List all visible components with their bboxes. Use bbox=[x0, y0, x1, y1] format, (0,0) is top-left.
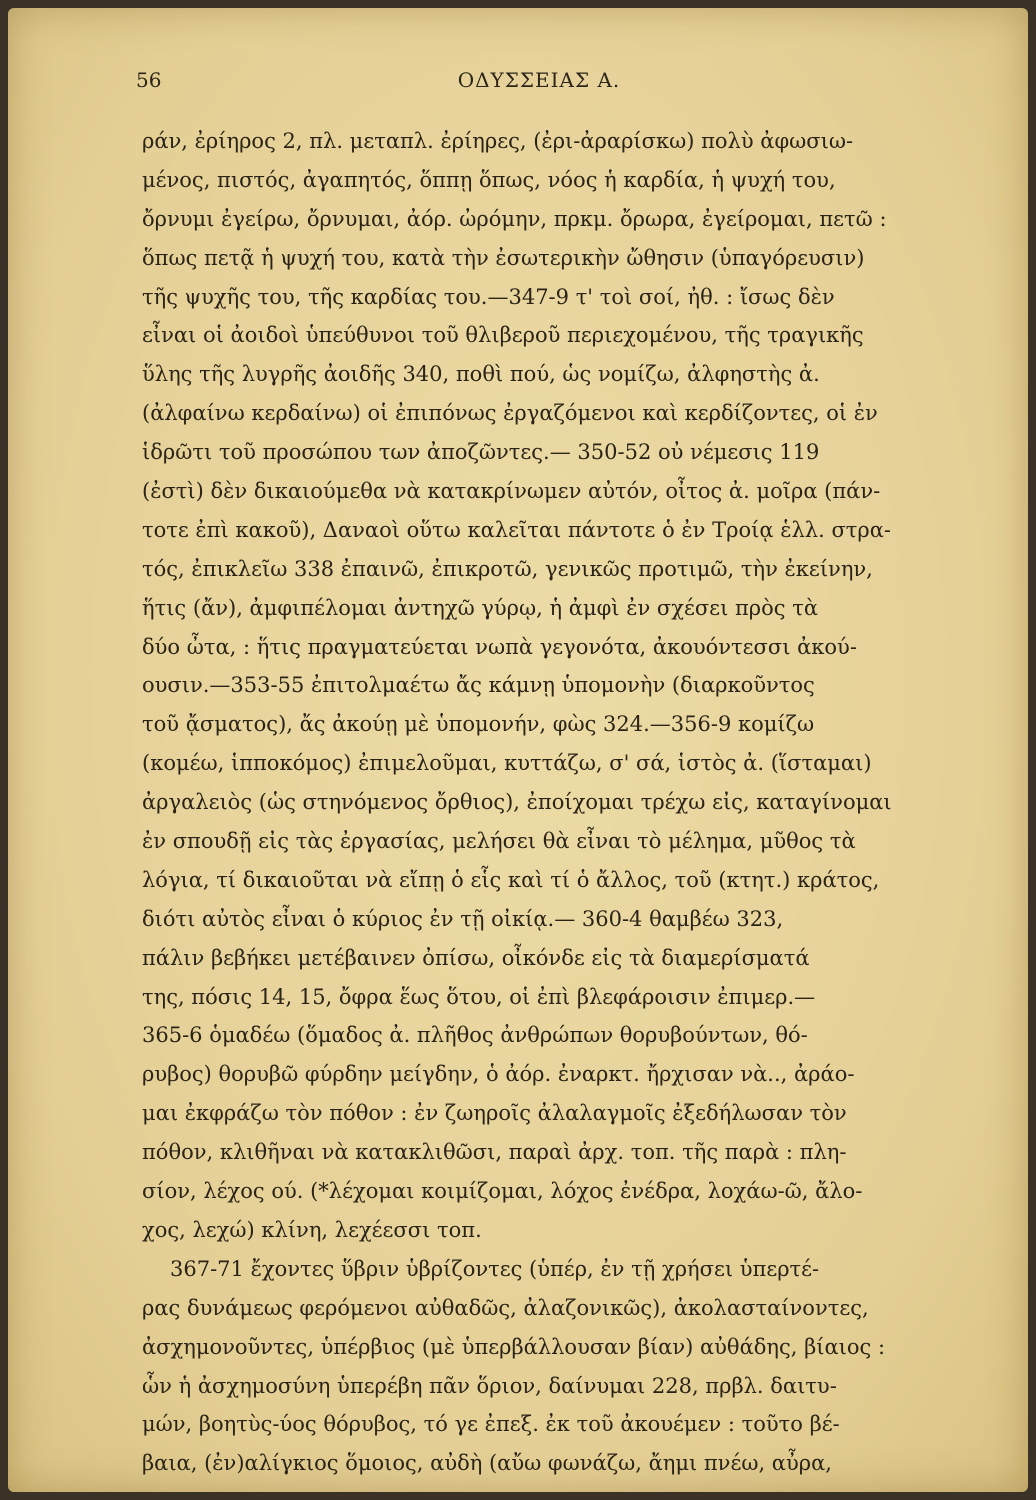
text-line: ὄρνυμι ἐγείρω, ὄρνυμαι, ἀόρ. ὠρόμην, πρκμ. ὄρωρα, ἐγείρομαι, πετῶ : bbox=[142, 206, 887, 231]
book-page bbox=[8, 8, 1028, 1492]
text-line: χος, λεχώ) κλίνη, λεχέεσσι τοπ. bbox=[142, 1217, 482, 1242]
text-line: πάλιν βεβήκει μετέβαινεν ὀπίσω, οἶκόνδε εἰς τὰ διαμερίσματά bbox=[142, 945, 810, 970]
text-line: ἥτις (ἄν), ἀμφιπέλομαι ἀντηχῶ γύρῳ, ἡ ἀμφὶ ἐν σχέσει πρὸς τὰ bbox=[142, 595, 818, 620]
text-line: τοτε ἐπὶ κακοῦ), Δαναοὶ οὕτω καλεῖται πάντοτε ὁ ἐν Τροίᾳ ἑλλ. στρα- bbox=[142, 517, 892, 542]
text-line: ἱδρῶτι τοῦ προσώπου των ἀποζῶντες.— 350-52 οὐ νέμεσις 119 bbox=[142, 440, 820, 465]
text-line: ὧν ἡ ἀσχημοσύνη ὑπερέβη πᾶν ὅριον, δαίνυμαι 228, πρβλ. δαιτυ- bbox=[142, 1373, 837, 1398]
text-line: σίον, λέχος ού. (*λέχομαι κοιμίζομαι, λόχος ἐνέδρα, λοχάω-ῶ, ἄλο- bbox=[142, 1179, 863, 1204]
text-line: (ἀλφαίνω κερδαίνω) οἱ ἐπιπόνως ἐργαζόμενοι καὶ κερδίζοντες, οἱ ἐν bbox=[142, 401, 878, 426]
running-title: ΟΔΥΣΣΕΙΑΣ Α. bbox=[457, 68, 621, 92]
text-line: λόγια, τί δικαιοῦται νὰ εἴπῃ ὁ εἷς καὶ τί ὁ ἄλλος, τοῦ (κτητ.) κράτος, bbox=[142, 867, 880, 892]
text-line: τῆς ψυχῆς του, τῆς καρδίας του.—347-9 τ' τοὶ σοί, ἠθ. : ἴσως δὲν bbox=[142, 284, 835, 309]
text-line: διότι αὐτὸς εἶναι ὁ κύριος ἐν τῇ οἰκίᾳ.— 360-4 θαμβέω 323, bbox=[142, 906, 784, 931]
text-line: πόθον, κλιθῆναι νὰ κατακλιθῶσι, παραὶ ἀρχ. τοπ. τῆς παρὰ : πλη- bbox=[142, 1140, 847, 1165]
page-number: 56 bbox=[136, 68, 162, 92]
page-header bbox=[136, 68, 942, 98]
text-line: ράν, ἐρίηρος 2, πλ. μεταπλ. ἐρίηρες, (ἐρι-ἀραρίσκω) πολὺ ἀφωσιω- bbox=[142, 129, 854, 153]
text-line: τός, ἐπικλεῖω 338 ἐπαινῶ, ἐπικροτῶ, γενικῶς προτιμῶ, τὴν ἐκείνην, bbox=[142, 556, 873, 581]
text-line: (κομέω, ἱπποκόμος) ἐπιμελοῦμαι, κυττάζω, σ' σά, ἱστὸς ἀ. (ἵσταμαι) bbox=[142, 751, 872, 776]
text-line: ουσιν.—353-55 ἐπιτολμαέτω ἄς κάμνῃ ὑπομονὴν (διαρκοῦντος bbox=[142, 673, 815, 698]
text-line: μένος, πιστός, ἀγαπητός, ὅππῃ ὅπως, νόος ἡ καρδία, ἡ ψυχή του, bbox=[142, 167, 836, 192]
body-text bbox=[142, 122, 942, 1483]
text-line: της, πόσις 14, 15, ὄφρα ἕως ὅτου, οἱ ἐπὶ βλεφάροισιν ἐπιμερ.— bbox=[142, 984, 816, 1009]
text-line: δύο ὦτα, : ἥτις πραγματεύεται νωπὰ γεγονότα, ἀκουόντεσσι ἀκού- bbox=[142, 634, 857, 659]
text-line: ἐν σπουδῇ εἰς τὰς ἐργασίας, μελήσει θὰ εἶναι τὸ μέλημα, μῦθος τὰ bbox=[142, 829, 856, 854]
text-line: 365-6 ὁμαδέω (ὅμαδος ἀ. πλῆθος ἀνθρώπων θορυβούντων, θό- bbox=[142, 1023, 808, 1048]
text-line: ρας δυνάμεως φερόμενοι αὐθαδῶς, ἀλαζονικῶς), ἀκολασταίνοντες, bbox=[142, 1295, 869, 1320]
text-line: (ἐστὶ) δὲν δικαιούμεθα νὰ κατακρίνωμεν αὐτόν, οἶτος ἀ. μοῖρα (πάν- bbox=[142, 479, 881, 504]
text-line: 367-71 ἔχοντες ὕβριν ὑβρίζοντες (ὑπέρ, ἐν τῇ χρήσει ὑπερτέ- bbox=[170, 1256, 820, 1281]
text-line: ὕλης τῆς λυγρῆς ἀοιδῆς 340, ποθὶ πού, ὡς νομίζω, ἀλφηστὴς ἀ. bbox=[142, 362, 820, 387]
text-line: ὅπως πετᾷ ἡ ψυχή του, κατὰ τὴν ἐσωτερικὴν ὤθησιν (ὑπαγόρευσιν) bbox=[142, 245, 865, 270]
text-line: μαι ἐκφράζω τὸν πόθον : ἐν ζωηροῖς ἀλαλαγμοῖς ἐξεδήλωσαν τὸν bbox=[142, 1101, 847, 1126]
text-line: ρυβος) θορυβῶ φύρδην μείγδην, ὁ ἀόρ. ἐναρκτ. ἤρχισαν νὰ.., ἀράο- bbox=[142, 1062, 855, 1087]
text-line: τοῦ ᾄσματος), ἄς ἀκούῃ μὲ ὑπομονήν, φὼς 324.—356-9 κομίζω bbox=[142, 712, 815, 737]
text-line: ἀργαλειὸς (ὡς στηνόμενος ὄρθιος), ἐποίχομαι τρέχω εἰς, καταγίνομαι bbox=[142, 790, 892, 815]
text-line: βαια, (ἐν)αλίγκιος ὅμοιος, αὐδὴ (αὔω φωνάζω, ἄημι πνέω, αὖρα, bbox=[142, 1451, 832, 1476]
text-line: ἀσχημονοῦντες, ὑπέρβιος (μὲ ὑπερβάλλουσαν βίαν) αὐθάδης, βίαιος : bbox=[142, 1334, 886, 1359]
text-line: μών, βοητὺς-ύος θόρυβος, τό γε ἐπεξ. ἐκ τοῦ ἀκουέμεν : τοῦτο βέ- bbox=[142, 1412, 840, 1437]
text-line: εἶναι οἱ ἀοιδοὶ ὑπεύθυνοι τοῦ θλιβεροῦ περιεχομένου, τῆς τραγικῆς bbox=[142, 323, 864, 348]
